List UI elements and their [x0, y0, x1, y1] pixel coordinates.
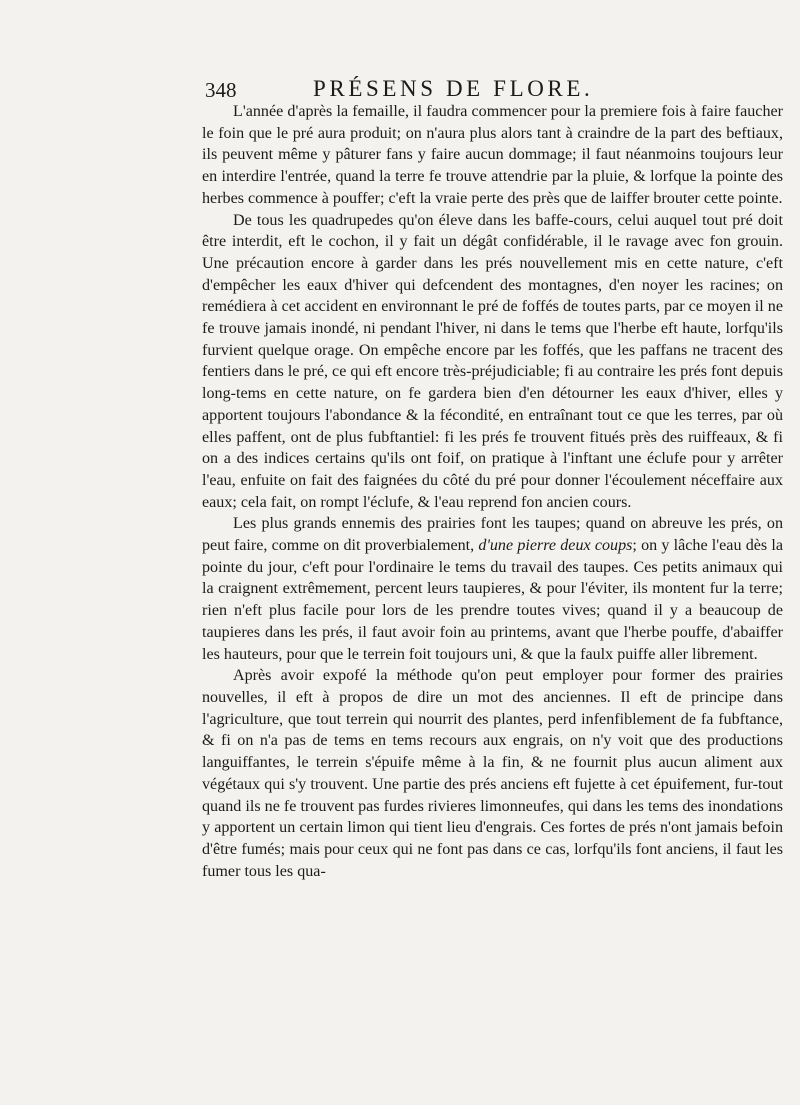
- paragraph: Après avoir expofé la méthode qu'on peut employer pour former des prairies nouvelles, il eft à propos de dire un mot des anciennes. Il eft de principe dans l'agriculture, que tout terrein qui nourrit des plantes, perd infenfiblement de fa fubftance, & fi on n'a pas de tems en tems recours aux engrais, on n'y voit que des productions languiffantes, le terrein s'épuife même à la fin, & ne fournit plus aucun aliment aux végétaux qui s'y trouvent. Une partie des prés anciens eft fujette à cet épuifement, fur-tout quand ils ne fe trouvent pas furdes rivieres limonneufes, qui dans les tems des inondations y apportent un certain limon qui tient lieu d'engrais. Ces fortes de prés n'ont jamais befoin d'être fumés; mais pour ceux qui ne font pas dans ce cas, lorfqu'ils font anciens, il faut les fumer tous les qua-: [202, 667, 783, 880]
- paragraph-text: ; on y lâche l'eau dès la pointe du jour, c'eft pour l'ordinaire le tems du travail des taupes. Ces petits animaux qui la craignent extrêmement, percent leurs taupieres, & pour l'éviter, ils montent fur la terre; rien n'eft plus facile pour lors de les prendre toutes vives; quand il y a beaucoup de taupieres dans les prés, il faut avoir foin au printems, avant que l'herbe pouffe, d'abaiffer les hauteurs, pour que le terrein foit toujours uni, & que la faulx puiffe aller librement.: [202, 537, 783, 663]
- paragraph: De tous les quadrupedes qu'on éleve dans les baffe-cours, celui auquel tout pré doit être interdit, eft le cochon, il y fait un dégât confidérable, il le ravage avec fon grouin. Une précaution encore à garder dans les prés nouvellement mis en cette nature, c'eft d'empêcher les eaux d'hiver qui defcendent des montagnes, d'en noyer les racines; on remédiera à cet accident en environnant le pré de foffés de toutes parts, par ce moyen il ne fe trouve jamais inondé, ni pendant l'hiver, ni dans le tems que l'herbe eft haute, lorfqu'ils furvient quelque orage. On empêche encore par les foffés, que les paffans ne tracent des fentiers dans le pré, ce qui eft encore très-préjudiciable; fi au contraire les prés font depuis long-tems en cette nature, on fe gardera bien d'en détourner les eaux d'hiver, elles y apportent toujours l'abondance & la fécondité, en entraînant tout ce que les terres, par où elles paffent, ont de plus fubftantiel: fi les prés fe trouvent fitués près des ruiffeaux, & fi on a des indices certains qu'ils ont foif, on pratique à l'inftant une éclufe pour y arrêter l'eau, enfuite on fait des faignées du côté du pré pour donner l'écoulement néceffaire aux eaux; cela fait, on rompt l'éclufe, & l'eau reprend fon ancien cours.: [202, 211, 783, 511]
- paragraph: L'année d'après la femaille, il faudra commencer pour la premiere fois à faire faucher le foin que le pré aura produit; on n'aura plus alors tant à craindre de la part des beftiaux, ils peuvent même y pâturer fans y faire aucun dommage; il faut néanmoins toujours leur en interdire l'entrée, quand la terre fe trouve attendrie par la pluie, & lorfque la pointe des herbes commence à pouffer; c'eft la vraie perte des près que de laiffer brouter cette pointe.: [202, 103, 783, 207]
- paragraph: [202, 513, 783, 665]
- running-title: PRÉSENS DE FLORE.: [313, 76, 594, 101]
- page-number: 348: [205, 78, 237, 102]
- paragraph-text: Les plus grands ennemis des prairies font les taupes; quand on abreuve les prés, on peut faire, comme on dit proverbialement,: [202, 515, 783, 555]
- body-text: [202, 101, 783, 882]
- page-header: [205, 76, 795, 104]
- italic-proverb: d'une pierre deux coups: [478, 537, 633, 555]
